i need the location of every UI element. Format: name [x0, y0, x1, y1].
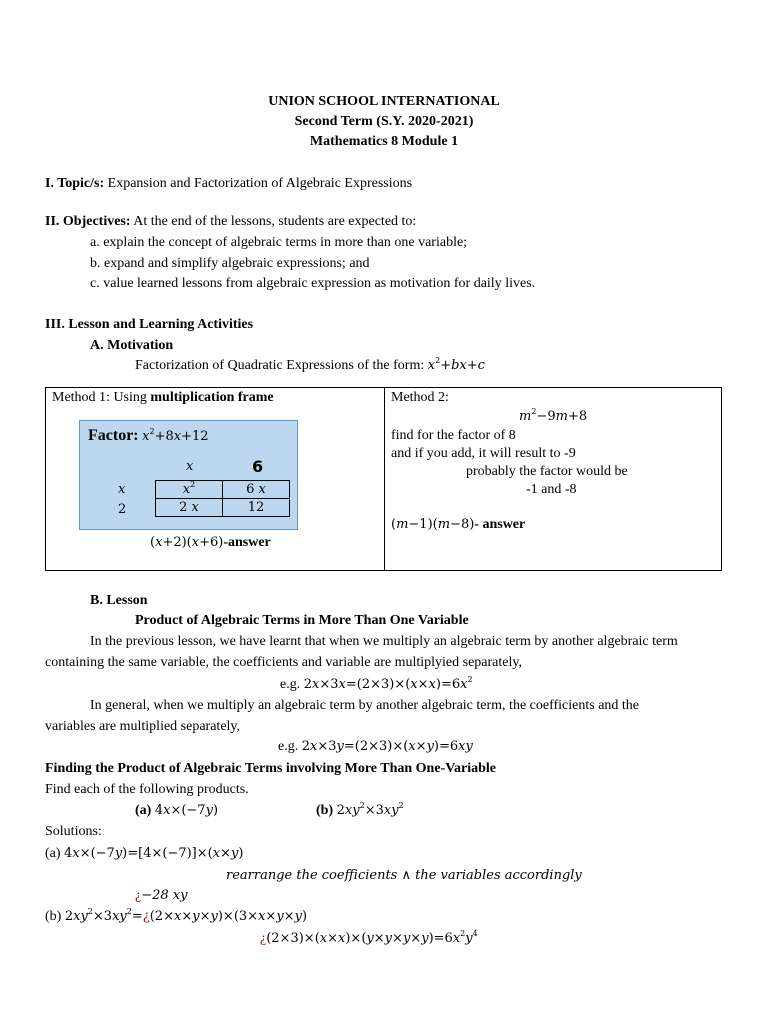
inverted-question-mark: ¿ [135, 888, 142, 903]
lesson-para1b: containing the same variable, the coefficients and variable are multiplyied separately, [45, 655, 522, 670]
method2-answer-suffix: - answer [474, 517, 526, 532]
problem-b-expression: $2xy^2\times 3xy^2$ [336, 801, 404, 818]
finding-heading: Finding the Product of Algebraic Terms involving More Than One-Variable [45, 761, 497, 776]
method1-label-prefix: Method 1: Using [52, 390, 151, 405]
motivation-line [135, 357, 485, 375]
objectives-line [45, 213, 416, 231]
method2-line3: probably the factor would be [466, 464, 628, 479]
method1-answer [150, 534, 271, 552]
topic-line [45, 175, 412, 193]
problem-a [135, 802, 218, 820]
solution-a-result [135, 887, 187, 905]
objective-item: a. explain the concept of algebraic terms in more than one variable; [90, 235, 468, 250]
cell-2x: 2 x [156, 499, 223, 517]
term-title: Second Term (S.Y. 2020-2021) [294, 114, 474, 129]
example2-expression: 2x×3y=(2×3)×(x×y)=6xy [301, 739, 473, 754]
solution-a-line1 [45, 845, 243, 863]
problem-b-label: (b) [316, 803, 334, 818]
method1-answer-expression: (x+2)(x+6) [150, 535, 224, 550]
method2-expression: $m^2-9m+8$ [519, 407, 588, 424]
quadratic-form: $x^2+bx+c$ [427, 356, 485, 373]
example1 [280, 676, 473, 694]
school-name: UNION SCHOOL INTERNATIONAL [268, 94, 500, 109]
row-header-x: x [118, 482, 126, 497]
solution-b-expression: $2xy^2\times 3xy^2=¿(2\times x\times y\times y)\times(3\times x\times y\times y)$ [64, 907, 308, 924]
method2-line1: find for the factor of 8 [391, 428, 516, 443]
method1-label [52, 389, 274, 407]
solutions-label: Solutions: [45, 824, 102, 839]
cell-6x: 6 x [223, 481, 290, 499]
col-header-x: x [186, 459, 194, 474]
factor-line [88, 427, 209, 446]
find-text: Find each of the following products. [45, 782, 249, 797]
table-divider [384, 388, 385, 570]
lesson-para2b: variables are multiplied separately, [45, 719, 241, 734]
problem-a-label: (a) [135, 803, 152, 818]
method2-answer-expression: (m−1)(m−8) [391, 517, 475, 532]
objective-item: c. value learned lessons from algebraic expression as motivation for daily lives. [90, 276, 536, 291]
solution-b-line1 [45, 908, 307, 926]
method2-line2: and if you add, it will result to -9 [391, 446, 576, 461]
lesson-heading: B. Lesson [90, 593, 148, 608]
problem-b [316, 802, 404, 820]
objectives-label: II. Objectives: [45, 214, 131, 229]
method1-answer-suffix: -answer [223, 535, 271, 550]
method2-answer [391, 516, 525, 534]
module-title: Mathematics 8 Module 1 [309, 134, 459, 149]
frame-grid [155, 480, 290, 517]
result-a: −28 xy [141, 888, 188, 903]
method2-line4: -1 and -8 [526, 482, 577, 497]
eg-label: e.g. [280, 677, 301, 692]
multiplication-frame [79, 420, 298, 530]
objectives-intro: At the end of the lessons, students are expected to: [133, 214, 417, 229]
method1-label-bold: multiplication frame [150, 390, 274, 405]
section-heading: III. Lesson and Learning Activities [45, 317, 254, 332]
rearrange-note: rearrange the coefficients ∧ the variables accordingly [226, 868, 582, 883]
example1-expression: $2x\times 3x=(2\times 3)\times(x\times x)=6x^2$ [303, 675, 473, 692]
topic-label: I. Topic/s: [45, 176, 105, 191]
solution-b-line2 [260, 930, 478, 948]
solution-a-expression: 4x×(−7y)=[4×(−7)]×(x×y) [64, 846, 244, 861]
row-header-2: 2 [118, 502, 127, 517]
factor-expression: $x^2+8x+12$ [142, 427, 209, 444]
factor-label: Factor: [88, 427, 139, 444]
col-header-6: 6 [252, 457, 264, 476]
solution-b-label: (b) [45, 909, 62, 924]
solution-b-result: $(2\times 3)\times(x\times x)\times(y\times y\times y\times y)=6x^2y^4$ [266, 929, 478, 946]
inverted-question-mark: ¿ [260, 931, 267, 946]
solution-a-label: (a) [45, 846, 61, 861]
motivation-text: Factorization of Quadratic Expressions of the form: [135, 358, 425, 373]
methods-table [45, 387, 722, 571]
method2-label: Method 2: [391, 390, 449, 405]
example2 [278, 738, 473, 756]
lesson-para2a: In general, when we multiply an algebraic term by another algebraic term, the coefficients and the [90, 698, 640, 713]
objective-item: b. expand and simplify algebraic expressions; and [90, 256, 370, 271]
cell-x2: $x^2$ [156, 481, 223, 499]
topic-text: Expansion and Factorization of Algebraic Expressions [107, 176, 413, 191]
lesson-title: Product of Algebraic Terms in More Than One Variable [135, 613, 469, 628]
lesson-para1a: In the previous lesson, we have learnt that when we multiply an algebraic term by another algebraic term [90, 634, 678, 649]
eg-label: e.g. [278, 739, 299, 754]
cell-12: 12 [223, 499, 290, 517]
motivation-heading: A. Motivation [90, 338, 174, 353]
problem-a-expression: 4x×(−7y) [154, 803, 219, 818]
